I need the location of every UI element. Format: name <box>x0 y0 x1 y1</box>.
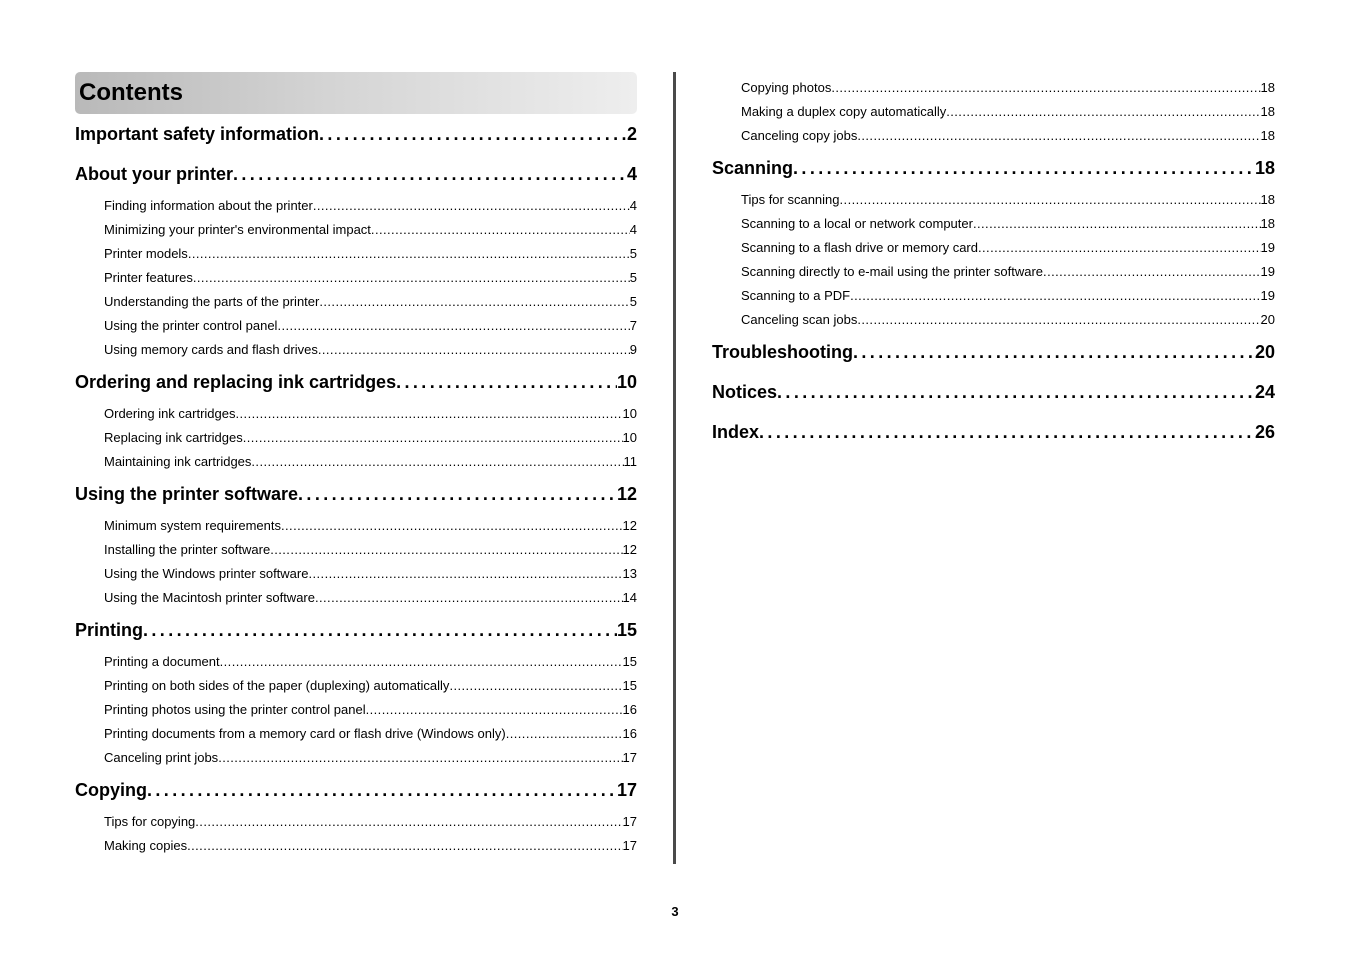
toc-subentry[interactable] <box>75 834 637 858</box>
dot-leader <box>857 124 1260 148</box>
entry-page-number: 4 <box>626 164 637 184</box>
entry-page-number: 18 <box>1260 104 1275 119</box>
dot-leader <box>318 338 630 362</box>
dot-leader <box>1043 260 1260 284</box>
entry-page-number: 12 <box>622 518 637 533</box>
toc-subentry[interactable] <box>712 212 1275 236</box>
page-number: 3 <box>671 904 679 919</box>
entry-title: Canceling scan jobs <box>741 312 858 327</box>
dot-leader <box>857 308 1260 332</box>
toc-section <box>75 154 637 362</box>
toc-subentry[interactable] <box>75 722 637 746</box>
entry-page-number: 14 <box>622 590 637 605</box>
toc-subentry[interactable] <box>712 284 1275 308</box>
entry-title: Printer features <box>104 270 193 285</box>
toc-chapter-entry[interactable] <box>75 362 637 402</box>
toc-subentry[interactable] <box>712 100 1275 124</box>
dot-leader <box>978 236 1261 260</box>
dot-leader <box>319 290 629 314</box>
dot-leader <box>243 426 623 450</box>
entry-page-number: 19 <box>1260 288 1275 303</box>
entry-title: Ordering ink cartridges <box>104 406 236 421</box>
dot-leader <box>218 746 622 770</box>
entry-title: Tips for copying <box>104 814 196 829</box>
entry-title: Understanding the parts of the printer <box>104 294 320 309</box>
toc-subentry[interactable] <box>75 514 637 538</box>
dot-leader <box>251 450 623 474</box>
entry-title: Important safety information <box>75 124 320 144</box>
entry-title: Making copies <box>104 838 188 853</box>
toc-section <box>712 372 1275 412</box>
dot-leader <box>195 810 622 834</box>
toc-section <box>75 362 637 474</box>
entry-title: Printing a document <box>104 654 220 669</box>
toc-subentry[interactable] <box>75 402 637 426</box>
entry-title: Copying <box>75 780 147 800</box>
entry-page-number: 10 <box>622 430 637 445</box>
toc-chapter-entry[interactable] <box>712 148 1275 188</box>
dot-leader <box>277 314 629 338</box>
toc-subentry[interactable] <box>75 290 637 314</box>
dot-leader <box>188 242 630 266</box>
entry-title: Using the Windows printer software <box>104 566 309 581</box>
entry-title: Tips for scanning <box>741 192 840 207</box>
entry-title: Copying photos <box>741 80 832 95</box>
dot-leader <box>793 148 1255 188</box>
toc-chapter-entry[interactable] <box>75 114 637 154</box>
toc-subentry[interactable] <box>712 308 1275 332</box>
dot-leader <box>449 674 622 698</box>
toc-subentry[interactable] <box>75 314 637 338</box>
toc-subentry[interactable] <box>75 810 637 834</box>
toc-section <box>712 412 1275 452</box>
entry-page-number: 17 <box>616 780 637 800</box>
toc-chapter-entry[interactable] <box>75 610 637 650</box>
entry-title: Printing on both sides of the paper (duplexing) automatically <box>104 678 450 693</box>
toc-section <box>75 114 637 154</box>
dot-leader <box>147 770 617 810</box>
entry-page-number: 20 <box>1260 312 1275 327</box>
toc-subentry[interactable] <box>75 194 637 218</box>
dot-leader <box>298 474 617 514</box>
toc-section <box>712 148 1275 332</box>
dot-leader <box>236 402 623 426</box>
dot-leader <box>220 650 623 674</box>
dot-leader <box>270 538 622 562</box>
entry-page-number: 20 <box>1254 342 1275 362</box>
entry-page-number: 2 <box>626 124 637 144</box>
entry-title: Index <box>712 422 760 442</box>
entry-title: Minimum system requirements <box>104 518 281 533</box>
right-sections <box>712 148 1275 452</box>
toc-subentry[interactable] <box>75 698 637 722</box>
toc-subentry[interactable] <box>712 124 1275 148</box>
dot-leader <box>850 284 1260 308</box>
entry-page-number: 18 <box>1260 216 1275 231</box>
toc-subentry[interactable] <box>75 218 637 242</box>
entry-title: Scanning to a local or network computer <box>741 216 973 231</box>
entry-page-number: 10 <box>616 372 637 392</box>
toc-subentry[interactable] <box>75 450 637 474</box>
continued-entries <box>712 76 1275 148</box>
toc-subentry[interactable] <box>75 266 637 290</box>
toc-subentry[interactable] <box>75 650 637 674</box>
entry-title: Making a duplex copy automatically <box>741 104 947 119</box>
entry-page-number: 5 <box>629 270 637 285</box>
entry-page-number: 4 <box>629 198 637 213</box>
entry-title: Printing documents from a memory card or flash drive (Windows only) <box>104 726 506 741</box>
entry-title: Using the Macintosh printer software <box>104 590 315 605</box>
dot-leader <box>973 212 1261 236</box>
toc-chapter-entry[interactable] <box>75 770 637 810</box>
entry-title: Finding information about the printer <box>104 198 313 213</box>
entry-page-number: 24 <box>1254 382 1275 402</box>
toc-subentry[interactable] <box>712 188 1275 212</box>
entry-title: Troubleshooting <box>712 342 853 362</box>
entry-title: Printing <box>75 620 143 640</box>
dot-leader <box>193 266 630 290</box>
entry-title: Scanning to a PDF <box>741 288 851 303</box>
entry-page-number: 12 <box>622 542 637 557</box>
entry-title: Maintaining ink cartridges <box>104 454 252 469</box>
entry-page-number: 5 <box>629 246 637 261</box>
entry-title: Printing photos using the printer control panel <box>104 702 366 717</box>
contents-header-bar <box>75 72 637 114</box>
toc-chapter-entry[interactable] <box>712 372 1275 412</box>
toc-section <box>75 770 637 858</box>
toc-subentry[interactable] <box>75 426 637 450</box>
dot-leader <box>396 362 617 402</box>
toc-subentry[interactable] <box>75 562 637 586</box>
toc-subentry[interactable] <box>75 538 637 562</box>
dot-leader <box>187 834 622 858</box>
entry-title: Using the printer software <box>75 484 299 504</box>
entry-page-number: 16 <box>622 726 637 741</box>
entry-page-number: 18 <box>1254 158 1275 178</box>
entry-title: Printer models <box>104 246 188 261</box>
dot-leader <box>840 188 1261 212</box>
entry-title: Using the printer control panel <box>104 318 278 333</box>
dot-leader <box>831 76 1260 100</box>
toc-subentry[interactable] <box>712 236 1275 260</box>
entry-page-number: 18 <box>1260 128 1275 143</box>
entry-page-number: 17 <box>622 814 637 829</box>
entry-title: Ordering and replacing ink cartridges <box>75 372 397 392</box>
entry-title: Canceling copy jobs <box>741 128 858 143</box>
dot-leader <box>319 114 627 154</box>
entry-page-number: 5 <box>629 294 637 309</box>
dot-leader <box>233 154 627 194</box>
entry-title: Installing the printer software <box>104 542 271 557</box>
entry-title: Scanning directly to e-mail using the printer software <box>741 264 1044 279</box>
entry-page-number: 17 <box>622 838 637 853</box>
toc-chapter-entry[interactable] <box>712 412 1275 452</box>
entry-page-number: 15 <box>622 654 637 669</box>
entry-page-number: 16 <box>622 702 637 717</box>
toc-left-column <box>75 72 637 858</box>
entry-page-number: 18 <box>1260 192 1275 207</box>
toc-right-column <box>712 76 1275 452</box>
entry-page-number: 15 <box>616 620 637 640</box>
dot-leader <box>313 194 630 218</box>
toc-section <box>712 332 1275 372</box>
entry-page-number: 7 <box>629 318 637 333</box>
entry-title: Notices <box>712 382 778 402</box>
toc-chapter-entry[interactable] <box>712 332 1275 372</box>
dot-leader <box>315 586 623 610</box>
toc-subentry[interactable] <box>75 242 637 266</box>
dot-leader <box>281 514 623 538</box>
toc-subentry[interactable] <box>75 674 637 698</box>
entry-title: Minimizing your printer's environmental impact <box>104 222 371 237</box>
entry-page-number: 4 <box>629 222 637 237</box>
toc-section <box>75 474 637 610</box>
dot-leader <box>308 562 622 586</box>
dot-leader <box>759 412 1255 452</box>
entry-page-number: 19 <box>1260 240 1275 255</box>
dot-leader <box>853 332 1255 372</box>
entry-title: Using memory cards and flash drives <box>104 342 318 357</box>
toc-chapter-entry[interactable] <box>75 154 637 194</box>
left-sections <box>75 114 637 858</box>
entry-page-number: 10 <box>622 406 637 421</box>
dot-leader <box>777 372 1255 412</box>
dot-leader <box>366 698 623 722</box>
toc-chapter-entry[interactable] <box>75 474 637 514</box>
entry-page-number: 11 <box>623 454 637 469</box>
toc-subentry[interactable] <box>75 586 637 610</box>
dot-leader <box>143 610 617 650</box>
entry-page-number: 15 <box>622 678 637 693</box>
entry-page-number: 19 <box>1260 264 1275 279</box>
toc-subentry[interactable] <box>712 260 1275 284</box>
dot-leader <box>371 218 630 242</box>
column-divider <box>673 72 676 864</box>
entry-page-number: 13 <box>622 566 637 581</box>
entry-page-number: 26 <box>1254 422 1275 442</box>
entry-title: Scanning <box>712 158 794 178</box>
entry-page-number: 17 <box>622 750 637 765</box>
entry-page-number: 9 <box>629 342 637 357</box>
entry-title: Replacing ink cartridges <box>104 430 243 445</box>
page-title: Contents <box>79 79 183 106</box>
toc-subentry[interactable] <box>75 746 637 770</box>
toc-subentry[interactable] <box>712 76 1275 100</box>
dot-leader <box>506 722 623 746</box>
entry-title: About your printer <box>75 164 233 184</box>
entry-page-number: 12 <box>616 484 637 504</box>
entry-title: Scanning to a flash drive or memory card <box>741 240 978 255</box>
toc-subentry[interactable] <box>75 338 637 362</box>
toc-section <box>75 610 637 770</box>
entry-title: Canceling print jobs <box>104 750 219 765</box>
entry-page-number: 18 <box>1260 80 1275 95</box>
dot-leader <box>946 100 1260 124</box>
